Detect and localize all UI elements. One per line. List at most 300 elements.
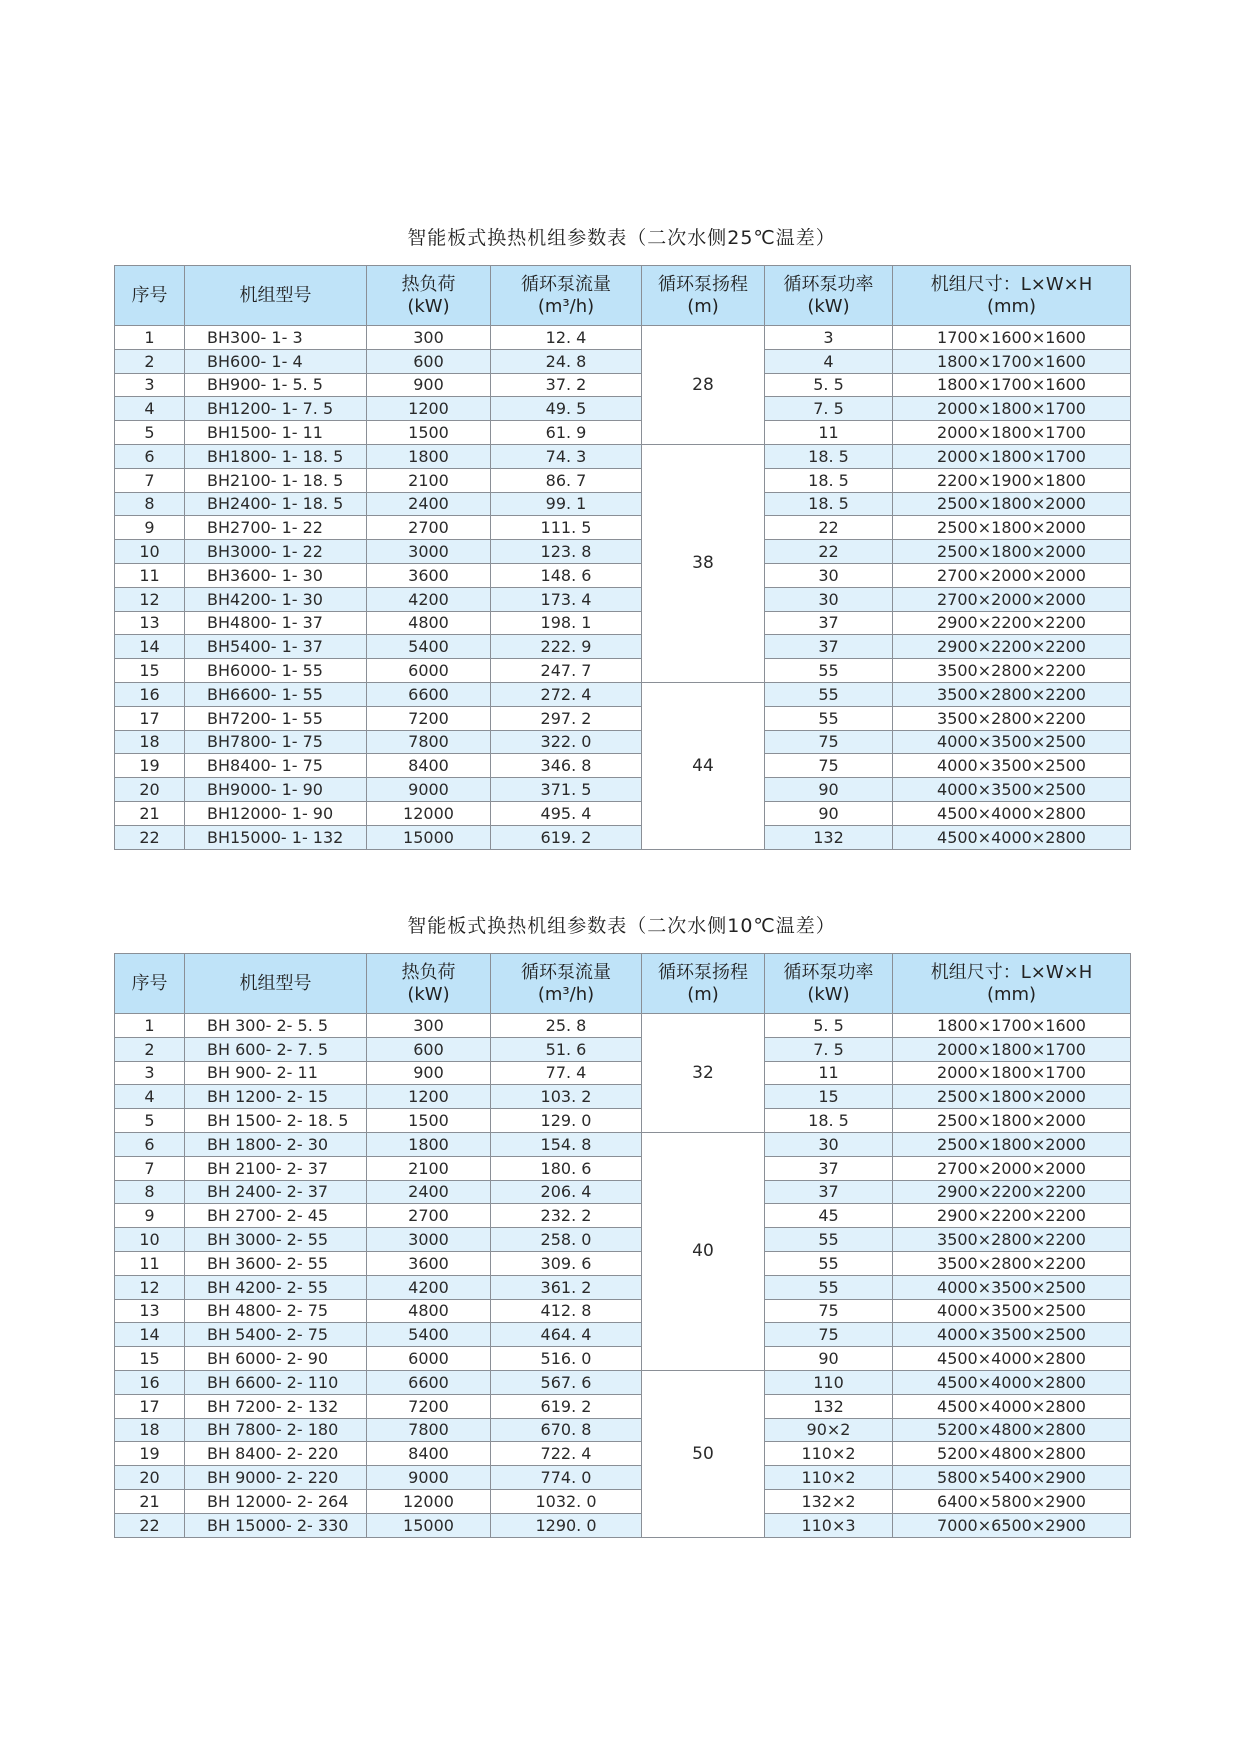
- cell-power: 4: [765, 349, 893, 373]
- cell-heat-load: 6000: [367, 1347, 491, 1371]
- table-row: [115, 1323, 1131, 1347]
- cell-model: BH 2100- 2- 37: [185, 1156, 367, 1180]
- cell-power: 18. 5: [765, 492, 893, 516]
- cell-index: 18: [115, 1418, 185, 1442]
- cell-flow: 722. 4: [491, 1442, 642, 1466]
- cell-model: BH300- 1- 3: [185, 326, 367, 350]
- table-row: [115, 659, 1131, 683]
- cell-flow: 495. 4: [491, 801, 642, 825]
- cell-heat-load: 12000: [367, 1489, 491, 1513]
- cell-model: BH1500- 1- 11: [185, 421, 367, 445]
- header-heat-load: 热负荷 (kW): [367, 266, 491, 326]
- cell-size: 2000×1800×1700: [893, 397, 1131, 421]
- cell-size: 2700×2000×2000: [893, 1156, 1131, 1180]
- cell-heat-load: 7200: [367, 706, 491, 730]
- cell-model: BH2100- 1- 18. 5: [185, 468, 367, 492]
- cell-model: BH4200- 1- 30: [185, 587, 367, 611]
- cell-model: BH 1500- 2- 18. 5: [185, 1109, 367, 1133]
- table-row: [115, 468, 1131, 492]
- cell-index: 15: [115, 659, 185, 683]
- cell-index: 16: [115, 1370, 185, 1394]
- cell-index: 10: [115, 1228, 185, 1252]
- cell-index: 22: [115, 1513, 185, 1537]
- cell-model: BH 2400- 2- 37: [185, 1180, 367, 1204]
- cell-size: 2700×2000×2000: [893, 587, 1131, 611]
- cell-heat-load: 1200: [367, 397, 491, 421]
- cell-flow: 309. 6: [491, 1251, 642, 1275]
- cell-flow: 322. 0: [491, 730, 642, 754]
- cell-flow: 1290. 0: [491, 1513, 642, 1537]
- cell-flow: 77. 4: [491, 1061, 642, 1085]
- cell-flow: 670. 8: [491, 1418, 642, 1442]
- cell-pump-head: 50: [642, 1370, 765, 1537]
- cell-heat-load: 8400: [367, 754, 491, 778]
- cell-model: BH 600- 2- 7. 5: [185, 1037, 367, 1061]
- cell-index: 5: [115, 421, 185, 445]
- cell-size: 1700×1600×1600: [893, 326, 1131, 350]
- cell-power: 30: [765, 563, 893, 587]
- cell-heat-load: 12000: [367, 801, 491, 825]
- cell-power: 11: [765, 421, 893, 445]
- header-heat-load: 热负荷 (kW): [367, 954, 491, 1014]
- cell-heat-load: 1500: [367, 1109, 491, 1133]
- cell-size: 4000×3500×2500: [893, 1323, 1131, 1347]
- cell-heat-load: 1800: [367, 444, 491, 468]
- cell-size: 3500×2800×2200: [893, 706, 1131, 730]
- cell-heat-load: 2400: [367, 492, 491, 516]
- cell-size: 2000×1800×1700: [893, 421, 1131, 445]
- cell-index: 2: [115, 1037, 185, 1061]
- cell-size: 4500×4000×2800: [893, 1394, 1131, 1418]
- cell-power: 37: [765, 611, 893, 635]
- table-row: [115, 516, 1131, 540]
- cell-power: 90: [765, 1347, 893, 1371]
- cell-flow: 154. 8: [491, 1132, 642, 1156]
- cell-size: 2500×1800×2000: [893, 1085, 1131, 1109]
- cell-flow: 129. 0: [491, 1109, 642, 1133]
- cell-flow: 346. 8: [491, 754, 642, 778]
- cell-model: BH6000- 1- 55: [185, 659, 367, 683]
- cell-power: 18. 5: [765, 468, 893, 492]
- cell-index: 7: [115, 1156, 185, 1180]
- cell-flow: 180. 6: [491, 1156, 642, 1180]
- cell-index: 17: [115, 706, 185, 730]
- cell-power: 110×2: [765, 1466, 893, 1490]
- cell-index: 12: [115, 1275, 185, 1299]
- cell-model: BH 15000- 2- 330: [185, 1513, 367, 1537]
- cell-power: 22: [765, 516, 893, 540]
- cell-power: 90: [765, 778, 893, 802]
- cell-flow: 25. 8: [491, 1014, 642, 1038]
- cell-size: 1800×1700×1600: [893, 373, 1131, 397]
- cell-flow: 37. 2: [491, 373, 642, 397]
- cell-power: 5. 5: [765, 373, 893, 397]
- cell-pump-head: 32: [642, 1014, 765, 1133]
- cell-heat-load: 1800: [367, 1132, 491, 1156]
- parameter-table-10c: [114, 953, 1131, 1538]
- cell-size: 4000×3500×2500: [893, 1275, 1131, 1299]
- cell-model: BH1800- 1- 18. 5: [185, 444, 367, 468]
- cell-power: 45: [765, 1204, 893, 1228]
- cell-flow: 232. 2: [491, 1204, 642, 1228]
- cell-index: 3: [115, 373, 185, 397]
- cell-heat-load: 600: [367, 1037, 491, 1061]
- cell-flow: 123. 8: [491, 540, 642, 564]
- cell-power: 22: [765, 540, 893, 564]
- cell-model: BH7200- 1- 55: [185, 706, 367, 730]
- table-row: [115, 611, 1131, 635]
- cell-heat-load: 4800: [367, 611, 491, 635]
- cell-model: BH 6600- 2- 110: [185, 1370, 367, 1394]
- cell-size: 6400×5800×2900: [893, 1489, 1131, 1513]
- cell-power: 75: [765, 1299, 893, 1323]
- cell-size: 4000×3500×2500: [893, 730, 1131, 754]
- cell-size: 2900×2200×2200: [893, 635, 1131, 659]
- cell-flow: 1032. 0: [491, 1489, 642, 1513]
- cell-index: 15: [115, 1347, 185, 1371]
- cell-size: 2900×2200×2200: [893, 1204, 1131, 1228]
- cell-heat-load: 3600: [367, 563, 491, 587]
- cell-power: 37: [765, 1180, 893, 1204]
- cell-flow: 516. 0: [491, 1347, 642, 1371]
- table-row: [115, 1275, 1131, 1299]
- cell-heat-load: 7800: [367, 730, 491, 754]
- cell-size: 2500×1800×2000: [893, 492, 1131, 516]
- table-row: [115, 1014, 1131, 1038]
- cell-index: 7: [115, 468, 185, 492]
- cell-model: BH900- 1- 5. 5: [185, 373, 367, 397]
- cell-index: 12: [115, 587, 185, 611]
- table-row: [115, 1513, 1131, 1537]
- cell-model: BH 3600- 2- 55: [185, 1251, 367, 1275]
- cell-size: 4000×3500×2500: [893, 1299, 1131, 1323]
- table-row: [115, 1418, 1131, 1442]
- cell-size: 3500×2800×2200: [893, 682, 1131, 706]
- cell-index: 20: [115, 778, 185, 802]
- cell-model: BH9000- 1- 90: [185, 778, 367, 802]
- table-row: [115, 1370, 1131, 1394]
- cell-model: BH600- 1- 4: [185, 349, 367, 373]
- cell-power: 55: [765, 1251, 893, 1275]
- cell-flow: 619. 2: [491, 1394, 642, 1418]
- cell-size: 5200×4800×2800: [893, 1442, 1131, 1466]
- cell-size: 2500×1800×2000: [893, 540, 1131, 564]
- cell-model: BH2700- 1- 22: [185, 516, 367, 540]
- cell-index: 2: [115, 349, 185, 373]
- cell-index: 10: [115, 540, 185, 564]
- cell-heat-load: 9000: [367, 778, 491, 802]
- table-row: [115, 635, 1131, 659]
- cell-heat-load: 9000: [367, 1466, 491, 1490]
- cell-flow: 258. 0: [491, 1228, 642, 1252]
- cell-model: BH6600- 1- 55: [185, 682, 367, 706]
- cell-index: 8: [115, 492, 185, 516]
- cell-heat-load: 1500: [367, 421, 491, 445]
- cell-flow: 148. 6: [491, 563, 642, 587]
- cell-index: 22: [115, 825, 185, 849]
- header-flow: 循环泵流量 (m³/h): [491, 266, 642, 326]
- cell-heat-load: 6600: [367, 682, 491, 706]
- cell-flow: 24. 8: [491, 349, 642, 373]
- cell-flow: 464. 4: [491, 1323, 642, 1347]
- cell-power: 75: [765, 754, 893, 778]
- cell-index: 3: [115, 1061, 185, 1085]
- cell-heat-load: 2100: [367, 1156, 491, 1180]
- cell-model: BH 4800- 2- 75: [185, 1299, 367, 1323]
- table-row: [115, 397, 1131, 421]
- cell-power: 75: [765, 730, 893, 754]
- cell-size: 2700×2000×2000: [893, 563, 1131, 587]
- cell-flow: 111. 5: [491, 516, 642, 540]
- table-row: [115, 326, 1131, 350]
- header-model: 机组型号: [185, 266, 367, 326]
- cell-flow: 103. 2: [491, 1085, 642, 1109]
- cell-heat-load: 900: [367, 1061, 491, 1085]
- header-power: 循环泵功率 (kW): [765, 266, 893, 326]
- table-row: [115, 540, 1131, 564]
- table-row: [115, 1180, 1131, 1204]
- cell-flow: 774. 0: [491, 1466, 642, 1490]
- table-row: [115, 825, 1131, 849]
- cell-index: 8: [115, 1180, 185, 1204]
- cell-model: BH12000- 1- 90: [185, 801, 367, 825]
- cell-index: 19: [115, 1442, 185, 1466]
- table-1-title: 智能板式换热机组参数表（二次水侧25℃温差）: [407, 227, 836, 249]
- cell-heat-load: 5400: [367, 635, 491, 659]
- header-model: 机组型号: [185, 954, 367, 1014]
- cell-heat-load: 4200: [367, 587, 491, 611]
- cell-model: BH2400- 1- 18. 5: [185, 492, 367, 516]
- table-row: [115, 1085, 1131, 1109]
- cell-heat-load: 3000: [367, 540, 491, 564]
- cell-flow: 272. 4: [491, 682, 642, 706]
- cell-size: 4000×3500×2500: [893, 778, 1131, 802]
- cell-heat-load: 4800: [367, 1299, 491, 1323]
- cell-index: 13: [115, 611, 185, 635]
- cell-size: 2500×1800×2000: [893, 1132, 1131, 1156]
- table-row: [115, 1037, 1131, 1061]
- cell-heat-load: 1200: [367, 1085, 491, 1109]
- cell-flow: 247. 7: [491, 659, 642, 683]
- cell-flow: 173. 4: [491, 587, 642, 611]
- cell-pump-head: 38: [642, 444, 765, 682]
- cell-heat-load: 3600: [367, 1251, 491, 1275]
- cell-index: 4: [115, 1085, 185, 1109]
- cell-size: 2000×1800×1700: [893, 1061, 1131, 1085]
- cell-power: 5. 5: [765, 1014, 893, 1038]
- cell-power: 90×2: [765, 1418, 893, 1442]
- cell-size: 2900×2200×2200: [893, 1180, 1131, 1204]
- cell-index: 6: [115, 444, 185, 468]
- cell-power: 55: [765, 1275, 893, 1299]
- cell-flow: 61. 9: [491, 421, 642, 445]
- header-power: 循环泵功率 (kW): [765, 954, 893, 1014]
- cell-heat-load: 6600: [367, 1370, 491, 1394]
- cell-model: BH5400- 1- 37: [185, 635, 367, 659]
- table-row: [115, 373, 1131, 397]
- cell-index: 4: [115, 397, 185, 421]
- table-row: [115, 1347, 1131, 1371]
- cell-index: 13: [115, 1299, 185, 1323]
- cell-flow: 51. 6: [491, 1037, 642, 1061]
- cell-heat-load: 900: [367, 373, 491, 397]
- header-index: 序号: [115, 954, 185, 1014]
- header-head: 循环泵扬程 (m): [642, 954, 765, 1014]
- table-row: [115, 1132, 1131, 1156]
- cell-size: 4500×4000×2800: [893, 825, 1131, 849]
- cell-flow: 371. 5: [491, 778, 642, 802]
- table-row: [115, 682, 1131, 706]
- cell-index: 6: [115, 1132, 185, 1156]
- cell-model: BH 1200- 2- 15: [185, 1085, 367, 1109]
- header-size: 机组尺寸：L×W×H (mm): [893, 266, 1131, 326]
- cell-power: 110: [765, 1370, 893, 1394]
- cell-size: 2000×1800×1700: [893, 1037, 1131, 1061]
- cell-heat-load: 8400: [367, 1442, 491, 1466]
- cell-power: 75: [765, 1323, 893, 1347]
- cell-size: 4500×4000×2800: [893, 1347, 1131, 1371]
- header-head: 循环泵扬程 (m): [642, 266, 765, 326]
- cell-power: 55: [765, 659, 893, 683]
- cell-heat-load: 2700: [367, 516, 491, 540]
- cell-size: 2500×1800×2000: [893, 1109, 1131, 1133]
- table-row: [115, 1228, 1131, 1252]
- cell-flow: 412. 8: [491, 1299, 642, 1323]
- cell-size: 7000×6500×2900: [893, 1513, 1131, 1537]
- cell-index: 9: [115, 1204, 185, 1228]
- cell-model: BH3000- 1- 22: [185, 540, 367, 564]
- cell-heat-load: 300: [367, 1014, 491, 1038]
- cell-index: 19: [115, 754, 185, 778]
- cell-flow: 297. 2: [491, 706, 642, 730]
- cell-index: 9: [115, 516, 185, 540]
- header-index: 序号: [115, 266, 185, 326]
- cell-heat-load: 15000: [367, 1513, 491, 1537]
- cell-model: BH7800- 1- 75: [185, 730, 367, 754]
- cell-size: 3500×2800×2200: [893, 1251, 1131, 1275]
- table-row: [115, 754, 1131, 778]
- cell-model: BH3600- 1- 30: [185, 563, 367, 587]
- cell-model: BH 7800- 2- 180: [185, 1418, 367, 1442]
- cell-power: 7. 5: [765, 397, 893, 421]
- cell-heat-load: 3000: [367, 1228, 491, 1252]
- cell-model: BH 1800- 2- 30: [185, 1132, 367, 1156]
- cell-model: BH 3000- 2- 55: [185, 1228, 367, 1252]
- cell-power: 18. 5: [765, 1109, 893, 1133]
- cell-flow: 206. 4: [491, 1180, 642, 1204]
- table-row: [115, 563, 1131, 587]
- cell-flow: 567. 6: [491, 1370, 642, 1394]
- cell-index: 5: [115, 1109, 185, 1133]
- cell-index: 21: [115, 1489, 185, 1513]
- cell-index: 18: [115, 730, 185, 754]
- cell-pump-head: 44: [642, 682, 765, 849]
- cell-flow: 99. 1: [491, 492, 642, 516]
- cell-heat-load: 15000: [367, 825, 491, 849]
- table-row: [115, 444, 1131, 468]
- cell-model: BH4800- 1- 37: [185, 611, 367, 635]
- table-row: [115, 1109, 1131, 1133]
- cell-heat-load: 4200: [367, 1275, 491, 1299]
- cell-index: 20: [115, 1466, 185, 1490]
- cell-index: 1: [115, 1014, 185, 1038]
- cell-model: BH 6000- 2- 90: [185, 1347, 367, 1371]
- table-row: [115, 349, 1131, 373]
- table-row: [115, 1489, 1131, 1513]
- cell-flow: 49. 5: [491, 397, 642, 421]
- cell-index: 14: [115, 1323, 185, 1347]
- table-row: [115, 801, 1131, 825]
- cell-heat-load: 600: [367, 349, 491, 373]
- table-row: [115, 1251, 1131, 1275]
- table-2-title: 智能板式换热机组参数表（二次水侧10℃温差）: [407, 915, 836, 937]
- cell-index: 17: [115, 1394, 185, 1418]
- cell-flow: 86. 7: [491, 468, 642, 492]
- cell-size: 4500×4000×2800: [893, 801, 1131, 825]
- cell-flow: 198. 1: [491, 611, 642, 635]
- cell-power: 132: [765, 1394, 893, 1418]
- cell-power: 37: [765, 635, 893, 659]
- header-flow: 循环泵流量 (m³/h): [491, 954, 642, 1014]
- cell-power: 11: [765, 1061, 893, 1085]
- cell-flow: 361. 2: [491, 1275, 642, 1299]
- cell-power: 132: [765, 825, 893, 849]
- cell-model: BH 9000- 2- 220: [185, 1466, 367, 1490]
- table-row: [115, 1442, 1131, 1466]
- cell-size: 2500×1800×2000: [893, 516, 1131, 540]
- cell-model: BH 900- 2- 11: [185, 1061, 367, 1085]
- cell-size: 3500×2800×2200: [893, 659, 1131, 683]
- cell-flow: 74. 3: [491, 444, 642, 468]
- cell-heat-load: 6000: [367, 659, 491, 683]
- cell-size: 2900×2200×2200: [893, 611, 1131, 635]
- cell-heat-load: 300: [367, 326, 491, 350]
- header-size: 机组尺寸：L×W×H (mm): [893, 954, 1131, 1014]
- cell-power: 55: [765, 1228, 893, 1252]
- table-row: [115, 1061, 1131, 1085]
- cell-size: 4500×4000×2800: [893, 1370, 1131, 1394]
- table-row: [115, 778, 1131, 802]
- cell-pump-head: 28: [642, 326, 765, 445]
- cell-power: 90: [765, 801, 893, 825]
- cell-power: 55: [765, 706, 893, 730]
- cell-model: BH 2700- 2- 45: [185, 1204, 367, 1228]
- table-row: [115, 1394, 1131, 1418]
- cell-power: 15: [765, 1085, 893, 1109]
- cell-flow: 12. 4: [491, 326, 642, 350]
- cell-heat-load: 2700: [367, 1204, 491, 1228]
- cell-model: BH 5400- 2- 75: [185, 1323, 367, 1347]
- cell-heat-load: 2400: [367, 1180, 491, 1204]
- cell-model: BH 7200- 2- 132: [185, 1394, 367, 1418]
- cell-model: BH 4200- 2- 55: [185, 1275, 367, 1299]
- cell-size: 4000×3500×2500: [893, 754, 1131, 778]
- table-row: [115, 706, 1131, 730]
- cell-size: 2200×1900×1800: [893, 468, 1131, 492]
- cell-size: 3500×2800×2200: [893, 1228, 1131, 1252]
- cell-flow: 619. 2: [491, 825, 642, 849]
- table-row: [115, 492, 1131, 516]
- cell-power: 55: [765, 682, 893, 706]
- cell-heat-load: 7800: [367, 1418, 491, 1442]
- cell-power: 30: [765, 1132, 893, 1156]
- cell-flow: 222. 9: [491, 635, 642, 659]
- table-row: [115, 1299, 1131, 1323]
- table-row: [115, 1466, 1131, 1490]
- cell-heat-load: 5400: [367, 1323, 491, 1347]
- cell-size: 1800×1700×1600: [893, 1014, 1131, 1038]
- cell-index: 11: [115, 1251, 185, 1275]
